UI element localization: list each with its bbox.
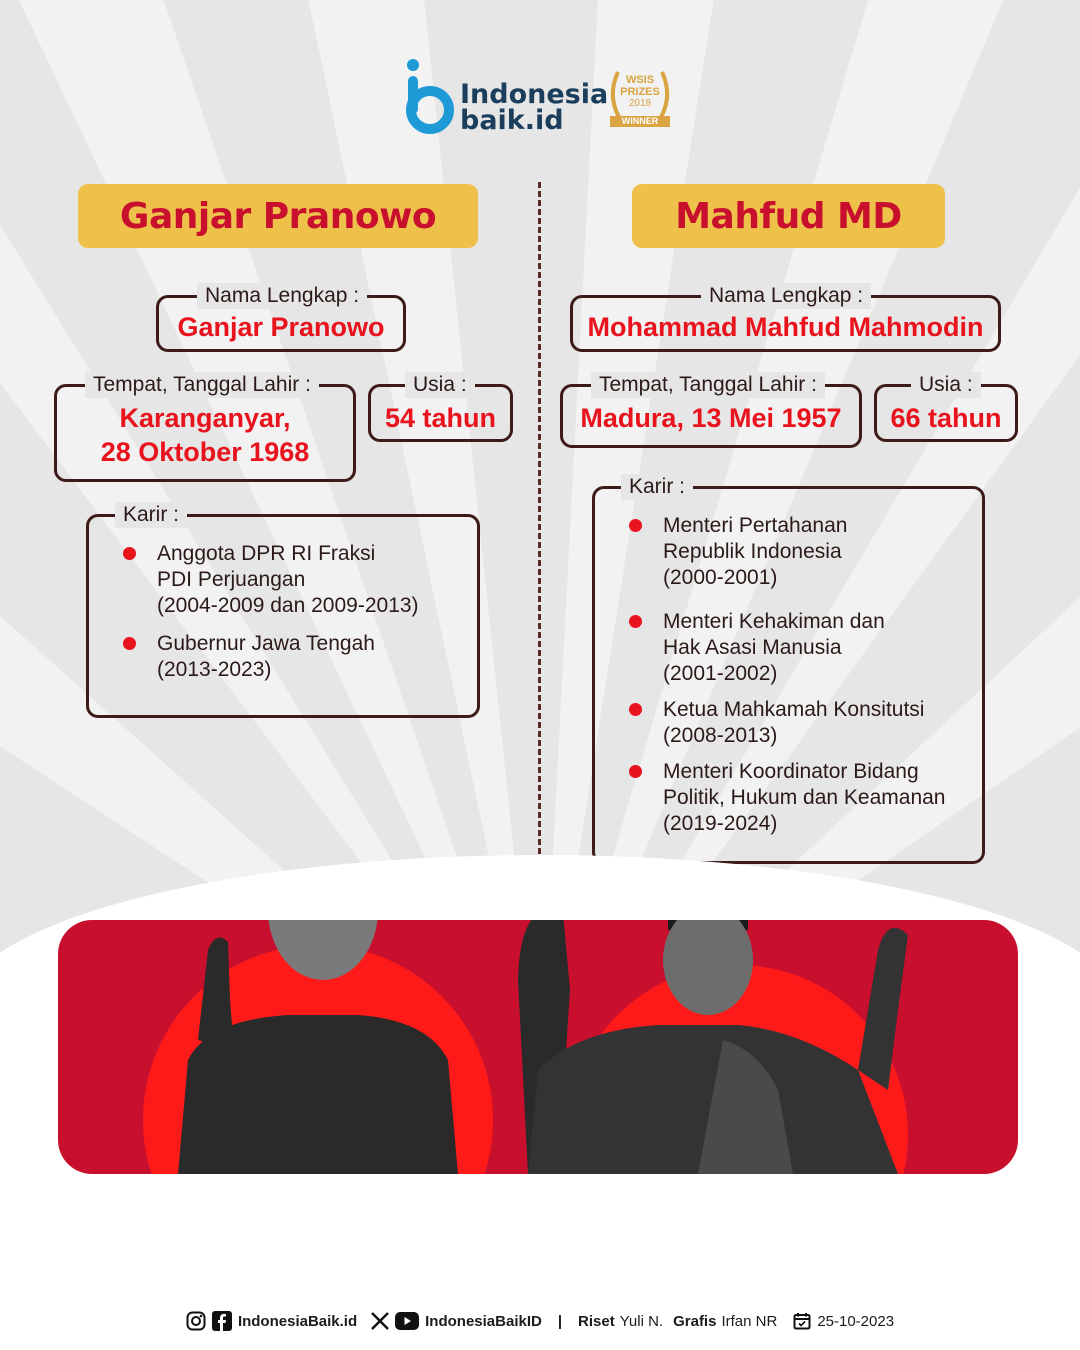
bullet-dot-icon — [629, 703, 642, 716]
right-birth-box — [560, 373, 862, 448]
left-birth-value-line2: 28 Oktober 1968 — [100, 437, 310, 467]
left-career-label: Karir : — [115, 502, 187, 528]
career-item-text: Anggota DPR RI Fraksi PDI Perjuangan (2004-2009 dan 2009-2013) — [157, 542, 419, 617]
award-ribbon: WINNER — [621, 116, 659, 126]
left-full-name-value: Ganjar Pranowo — [177, 312, 385, 342]
career-item — [123, 631, 419, 683]
left-birth-value-line1: Karanganyar, — [119, 403, 291, 433]
right-full-name-value: Mohammad Mahfud Mahmodin — [587, 312, 984, 342]
calendar-icon — [793, 1312, 811, 1330]
award-line1: WSIS — [625, 74, 655, 86]
brand-name-line2: baik.id — [460, 105, 564, 136]
award-line2: PRIZES — [620, 86, 660, 98]
right-career-box — [592, 475, 985, 864]
riset-name: Yuli N. — [619, 1312, 664, 1330]
left-birth-label: Tempat, Tanggal Lahir : — [85, 372, 319, 398]
grafis-label: Grafis — [673, 1312, 717, 1330]
left-age-label: Usia : — [405, 372, 475, 398]
career-item — [629, 697, 946, 749]
right-age-label: Usia : — [911, 372, 981, 398]
career-item-text: Menteri Pertahanan Republik Indonesia (2000-2001) — [663, 514, 848, 589]
right-full-name-box — [570, 284, 1001, 352]
bullet-dot-icon — [629, 765, 642, 778]
bullet-dot-icon — [629, 615, 642, 628]
wsis-award-badge — [604, 64, 676, 136]
left-age-value: 54 tahun — [384, 403, 497, 433]
bullet-dot-icon — [123, 547, 136, 560]
riset-label: Riset — [578, 1312, 615, 1330]
footer-credits — [0, 1306, 1080, 1336]
career-item-text: Gubernur Jawa Tengah (2013-2023) — [157, 632, 375, 681]
career-item — [629, 609, 946, 687]
bullet-dot-icon — [629, 519, 642, 532]
left-birth-box — [54, 373, 356, 482]
youtube-icon[interactable] — [395, 1312, 419, 1330]
career-item-text: Menteri Koordinator Bidang Politik, Hukum dan Keamanan (2019-2024) — [663, 760, 946, 835]
left-age-box — [368, 373, 513, 442]
right-full-name-label: Nama Lengkap : — [701, 283, 871, 309]
left-name-banner: Ganjar Pranowo — [78, 184, 478, 248]
candidates-photo-band — [58, 920, 1018, 1174]
right-age-box — [874, 373, 1018, 442]
career-item-text: Menteri Kehakiman dan Hak Asasi Manusia (2001-2002) — [663, 610, 885, 685]
candidates-photo — [58, 920, 1018, 1174]
right-birth-label: Tempat, Tanggal Lahir : — [591, 372, 825, 398]
left-career-box — [86, 503, 480, 718]
right-career-list — [629, 513, 946, 837]
facebook-icon[interactable] — [212, 1311, 232, 1331]
right-career-label: Karir : — [621, 474, 693, 500]
career-item — [629, 759, 946, 837]
indonesiabaik-logo-icon — [404, 58, 454, 136]
right-birth-value: Madura, 13 Mei 1957 — [580, 403, 842, 433]
footer-handle-1[interactable]: IndonesiaBaik.id — [237, 1312, 358, 1330]
career-item — [629, 513, 946, 591]
right-age-value: 66 tahun — [890, 403, 1002, 433]
brand-name-line1: Indonesia — [460, 79, 609, 110]
award-line3: 2018 — [628, 98, 652, 109]
left-career-list — [123, 541, 419, 683]
grafis-name: Irfan NR — [721, 1312, 778, 1330]
left-full-name-box — [156, 284, 406, 352]
bullet-dot-icon — [123, 637, 136, 650]
career-item — [123, 541, 419, 619]
footer-date: 25-10-2023 — [817, 1312, 895, 1330]
footer-handle-2[interactable]: IndonesiaBaikID — [425, 1312, 542, 1330]
x-icon[interactable] — [371, 1312, 389, 1330]
brand-logo — [404, 58, 609, 138]
instagram-icon[interactable] — [186, 1311, 206, 1331]
career-item-text: Ketua Mahkamah Konsitutsi (2008-2013) — [663, 698, 925, 747]
left-full-name-label: Nama Lengkap : — [197, 283, 367, 309]
right-name-banner: Mahfud MD — [632, 184, 945, 248]
center-divider — [538, 182, 541, 854]
footer-separator: | — [557, 1312, 563, 1330]
